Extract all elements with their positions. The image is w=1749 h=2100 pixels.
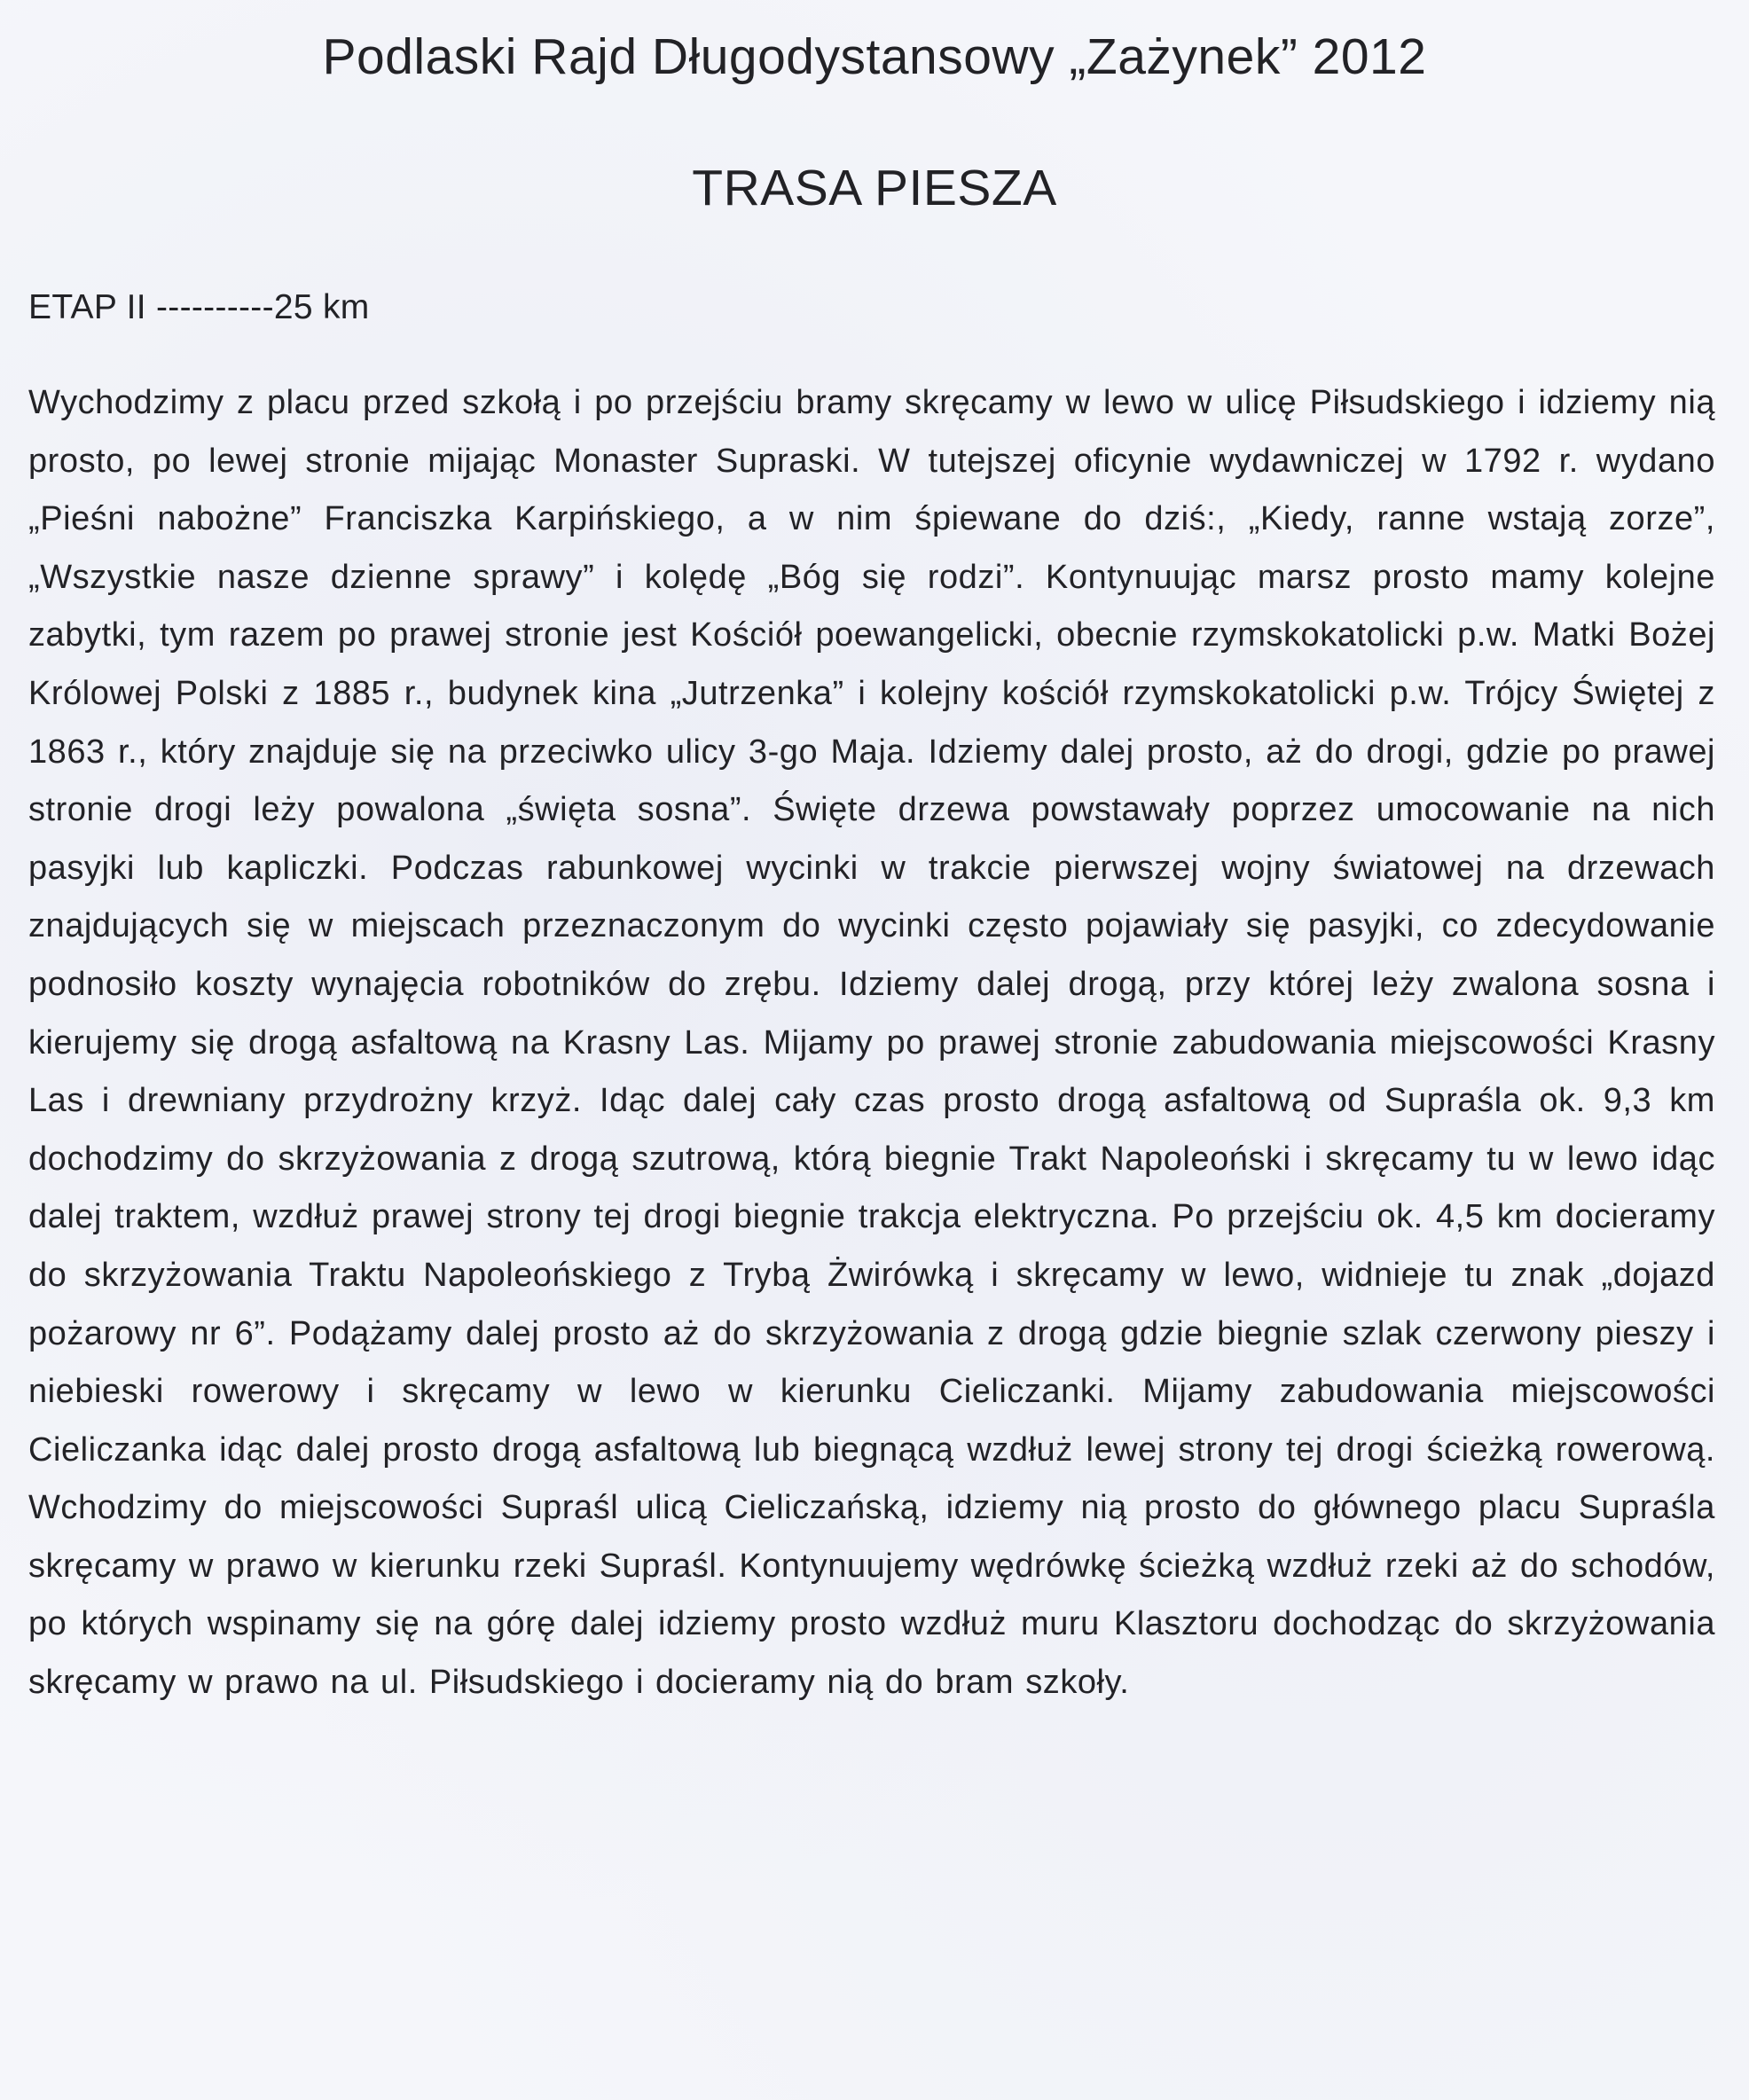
route-heading: TRASA PIESZA bbox=[692, 160, 1057, 216]
route-description: Wychodzimy z placu przed szkołą i po przejściu bramy skręcamy w lewo w ulicę Piłsudskiego i idziemy nią prosto, po lewej stronie mijając Monaster Supraski. W tutejszej oficynie wydawniczej w 1792 r. wydano „Pieśni nabożne” Franciszka Karpińskiego, a w nim śpiewane do dziś:, „Kiedy, ranne wstają zorze”, „Wszystkie nasze dzienne sprawy” i kolędę „Bóg się rodzi”. Kontynuując marsz prosto mamy kolejne zabytki, tym razem po prawej stronie jest Kościół poewangelicki, obecnie rzymskokatolicki p.w. Matki Bożej Królowej Polski z 1885 r., budynek kina „Jutrzenka” i kolejny kościół rzymskokatolicki p.w. Trójcy Świętej z 1863 r., który znajduje się na przeciwko ulicy 3-go Maja. Idziemy dalej prosto, aż do drogi, gdzie po prawej stronie drogi leży powalona „święta sosna”. Święte drzewa powstawały poprzez umocowanie na nich pasyjki lub kapliczki. Podczas rabunkowej wycinki w trakcie pierwszej wojny światowej na drzewach znajdujących się w miejscach przeznaczonym do wycinki często pojawiały się pasyjki, co zdecydowanie podnosiło koszty wynajęcia robotników do zrębu. Idziemy dalej drogą, przy której leży zwalona sosna i kierujemy się drogą asfaltową na Krasny Las. Mijamy po prawej stronie zabudowania miejscowości Krasny Las i drewniany przydrożny krzyż. Idąc dalej cały czas prosto drogą asfaltową od Supraśla ok. 9,3 km dochodzimy do skrzyżowania z drogą szutrową, którą biegnie Trakt Napoleoński i skręcamy tu w lewo idąc dalej traktem, wzdłuż prawej strony tej drogi biegnie trakcja elektryczna. Po przejściu ok. 4,5 km docieramy do skrzyżowania Traktu Napoleońskiego z Trybą Żwirówką i skręcamy w lewo, widnieje tu znak „dojazd pożarowy nr 6”. Podążamy dalej prosto aż do skrzyżowania z drogą gdzie biegnie szlak czerwony pieszy i niebieski rowerowy i skręcamy w lewo w kierunku Cieliczanki. Mijamy zabudowania miejscowości Cieliczanka idąc dalej prosto drogą asfaltową lub biegnącą wzdłuż lewej strony tej drogi ścieżką rowerową. Wchodzimy do miejscowości Supraśl ulicą Cieliczańską, idziemy nią prosto do głównego placu Supraśla skręcamy w prawo w kierunku rzeki Supraśl. Kontynuujemy wędrówkę ścieżką wzdłuż rzeki aż do schodów, po których wspinamy się na górę dalej idziemy prosto wzdłuż muru Klasztoru dochodząc do skrzyżowania skręcamy w prawo na ul. Piłsudskiego i docieramy nią do bram szkoły. bbox=[28, 384, 1715, 1702]
document-title: Podlaski Rajd Długodystansowy „Zażynek” 2012 bbox=[322, 28, 1427, 85]
stage-label: ETAP II ----------25 km bbox=[28, 288, 370, 326]
